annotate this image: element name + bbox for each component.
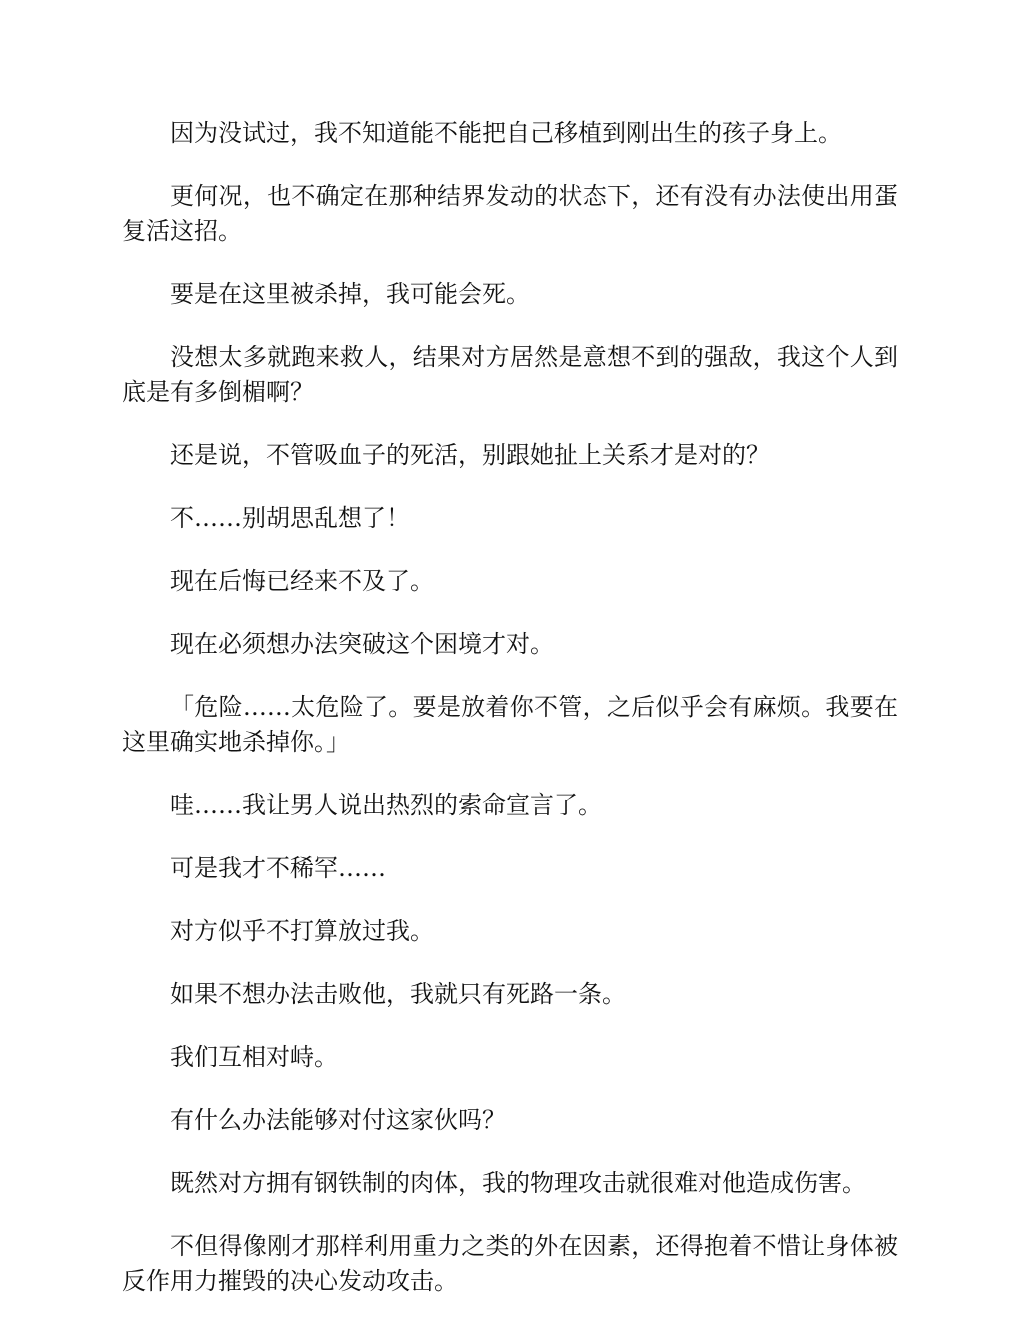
paragraph: 现在后悔已经来不及了。 (170, 567, 434, 595)
paragraph: 哇……我让男人说出热烈的索命宣言了。 (170, 791, 602, 819)
paragraph: 还是说，不管吸血子的死活，别跟她扯上关系才是对的？ (170, 441, 770, 469)
paragraph: 既然对方拥有钢铁制的肉体，我的物理攻击就很难对他造成伤害。 (170, 1169, 866, 1197)
paragraph: 因为没试过，我不知道能不能把自己移植到刚出生的孩子身上。 (170, 119, 842, 147)
paragraph: 我们互相对峙。 (170, 1043, 338, 1071)
paragraph: 更何况，也不确定在那种结界发动的状态下，还有没有办法使出用蛋复活这招。 (122, 182, 898, 245)
paragraph: 对方似乎不打算放过我。 (170, 917, 434, 945)
paragraph: 如果不想办法击败他，我就只有死路一条。 (170, 980, 626, 1008)
paragraph: 有什么办法能够对付这家伙吗？ (170, 1106, 506, 1134)
paragraph: 要是在这里被杀掉，我可能会死。 (170, 280, 530, 308)
paragraph: 没想太多就跑来救人，结果对方居然是意想不到的强敌，我这个人到底是有多倒楣啊？ (122, 343, 898, 406)
document-page (122, 116, 898, 1327)
paragraph: 不……别胡思乱想了！ (170, 504, 410, 532)
paragraph: 现在必须想办法突破这个困境才对。 (170, 630, 554, 658)
paragraph: 「危险……太危险了。要是放着你不管，之后似乎会有麻烦。我要在这里确实地杀掉你。」 (122, 693, 898, 756)
paragraph: 可是我才不稀罕…… (170, 854, 386, 882)
paragraph: 不但得像刚才那样利用重力之类的外在因素，还得抱着不惜让身体被反作用力摧毁的决心发动攻击。 (122, 1232, 898, 1295)
